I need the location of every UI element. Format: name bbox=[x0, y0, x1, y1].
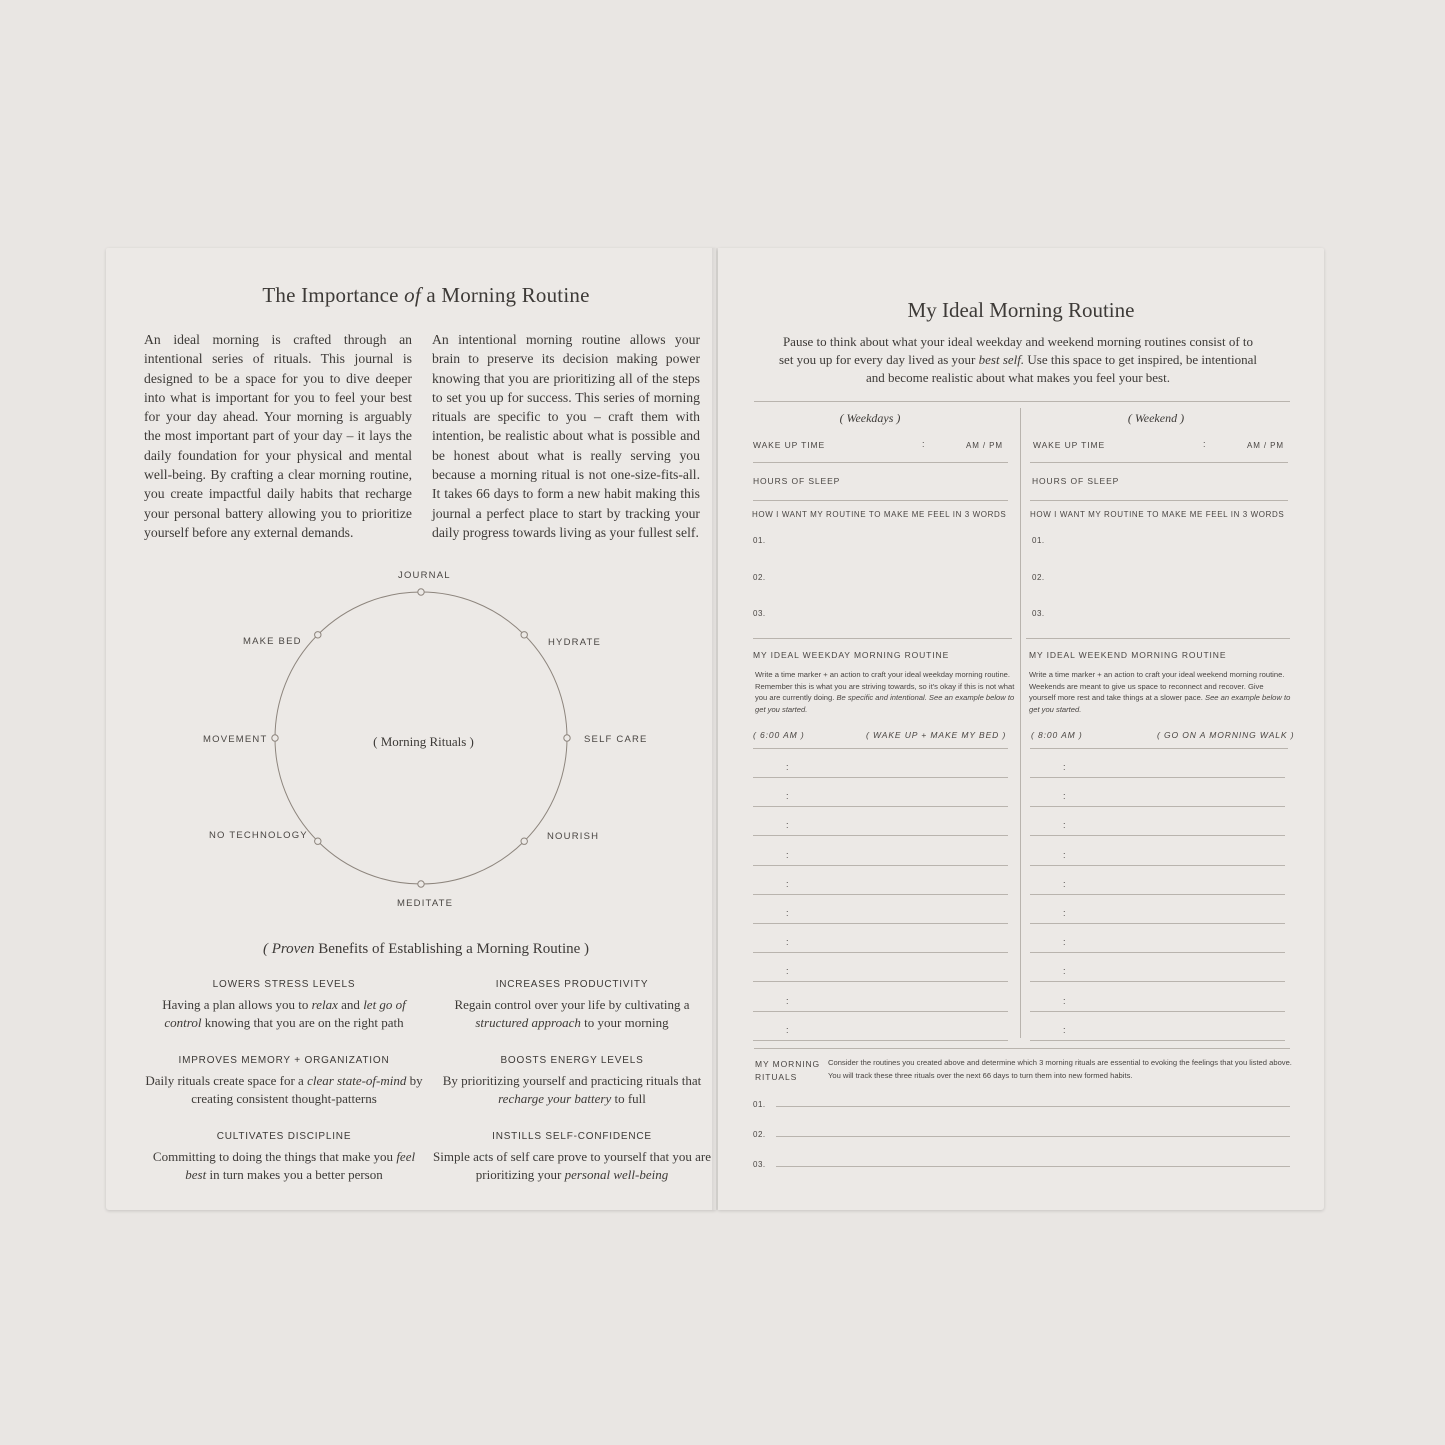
entry-number: 01. bbox=[1032, 536, 1045, 545]
routine-instructions bbox=[755, 669, 1017, 715]
benefit-text-part: to full bbox=[611, 1091, 646, 1106]
routine-label: MY IDEAL WEEKEND MORNING ROUTINE bbox=[1029, 650, 1227, 660]
left-page bbox=[106, 248, 716, 1210]
wake-up-label: WAKE UP TIME bbox=[1033, 440, 1106, 450]
routine-time-colon: : bbox=[1063, 966, 1066, 977]
wheel-node bbox=[564, 735, 570, 741]
benefit-text bbox=[432, 1148, 712, 1184]
column-divider bbox=[1020, 408, 1021, 1038]
routine-entry-line[interactable] bbox=[753, 923, 1008, 924]
routine-time-colon: : bbox=[786, 1024, 789, 1035]
routine-entry-line[interactable] bbox=[1030, 835, 1285, 836]
weekend-heading: ( Weekend ) bbox=[1127, 411, 1185, 425]
routine-entry-line[interactable] bbox=[1030, 923, 1285, 924]
routine-time-colon: : bbox=[1063, 995, 1066, 1006]
benefit-text-part: and bbox=[337, 997, 364, 1012]
routine-time-colon: : bbox=[786, 966, 789, 977]
wheel-node bbox=[521, 632, 527, 638]
example-time: ( 6:00 AM ) bbox=[753, 730, 805, 740]
benefits-paren: ( bbox=[262, 941, 272, 957]
benefit-item bbox=[144, 1131, 424, 1184]
routine-time-colon: : bbox=[786, 762, 789, 772]
entry-number: 01. bbox=[753, 536, 766, 545]
benefit-text-italic: personal well-being bbox=[564, 1167, 669, 1182]
instructions-italic: See an example below to get you started. bbox=[1029, 693, 1291, 714]
intro-column-1: An ideal morning is crafted through an intentional series of rituals. This journal is designed to be a space for you to dive deeper into what is important for you to feel your best for your day ahead. Your morning is arguably the most important part of your day – it lays the daily foundation for your physical and mental well-being. By crafting a clear morning routine, you create impactful daily habits that recharge your personal battery allowing you to prioritize yourself before any external demands. bbox=[144, 332, 412, 540]
routine-label: MY IDEAL WEEKDAY MORNING ROUTINE bbox=[753, 650, 950, 660]
benefit-text-italic: feel best bbox=[185, 1149, 416, 1182]
divider bbox=[754, 1048, 1290, 1049]
benefit-text-part: knowing that you are on the right path bbox=[201, 1015, 404, 1030]
routine-time-colon: : bbox=[1063, 878, 1066, 889]
field-rule bbox=[753, 638, 1012, 639]
benefit-text bbox=[144, 1148, 424, 1184]
benefit-text-part: by creating consistent thought-patterns bbox=[191, 1073, 423, 1106]
routine-time-colon: : bbox=[1063, 937, 1066, 948]
benefit-text-part: By prioritizing yourself and practicing rituals that bbox=[442, 1073, 702, 1088]
routine-entry-line[interactable] bbox=[1030, 981, 1285, 982]
intro-part: Use this space to get inspired, be intentional and become realistic about what makes you feel your best. bbox=[866, 352, 1257, 385]
benefit-text-italic: let go of control bbox=[164, 997, 406, 1030]
routine-time-colon: : bbox=[786, 908, 789, 918]
field-rule bbox=[1026, 638, 1290, 639]
routine-entry-line[interactable] bbox=[1030, 1011, 1285, 1012]
benefit-text-part: Committing to doing the things that make you bbox=[152, 1149, 397, 1164]
title-part: a Morning Routine bbox=[420, 283, 590, 307]
wheel-node bbox=[272, 735, 278, 741]
routine-time-colon: : bbox=[786, 878, 789, 889]
title-italic: of bbox=[404, 283, 421, 307]
benefit-text-part: to your morning bbox=[580, 1015, 669, 1030]
benefit-text-italic: structured approach bbox=[475, 1015, 581, 1030]
routine-time-colon: : bbox=[786, 791, 789, 802]
instructions-part: Write a time marker + an action to craft your ideal weekday morning routine. Remember this is what you are striving towards, so it's okay if this is not what you are currently doing. bbox=[755, 670, 1015, 702]
hours-of-sleep-label: HOURS OF SLEEP bbox=[1032, 476, 1120, 486]
routine-entry-line[interactable] bbox=[753, 981, 1008, 982]
routine-entry-line[interactable] bbox=[753, 806, 1008, 807]
benefit-text bbox=[144, 1072, 424, 1108]
field-rule bbox=[753, 748, 1008, 749]
wheel-center-label: ( Morning Rituals ) bbox=[373, 734, 474, 749]
ritual-number: 01. bbox=[753, 1100, 766, 1109]
routine-time-colon: : bbox=[1063, 908, 1066, 918]
intro-italic: best self. bbox=[978, 352, 1025, 367]
example-action: ( GO ON A MORNING WALK ) bbox=[1157, 730, 1295, 740]
routine-time-colon: : bbox=[1063, 1024, 1066, 1035]
field-rule bbox=[1030, 748, 1288, 749]
wheel-label-meditate: MEDITATE bbox=[397, 898, 454, 909]
wheel-node bbox=[418, 881, 424, 887]
benefit-heading: INCREASES PRODUCTIVITY bbox=[495, 979, 649, 990]
routine-time-colon: : bbox=[786, 995, 789, 1006]
routine-entry-line[interactable] bbox=[753, 952, 1008, 953]
feel-label: HOW I WANT MY ROUTINE TO MAKE ME FEEL IN 3 WORDS bbox=[752, 510, 1007, 519]
my-morning-rituals-label bbox=[755, 1058, 820, 1083]
benefit-item bbox=[144, 979, 424, 1032]
routine-time-colon: : bbox=[1063, 820, 1066, 831]
right-page bbox=[718, 248, 1324, 1210]
wheel-label-self-care: SELF CARE bbox=[584, 734, 648, 745]
routine-entry-line[interactable] bbox=[753, 777, 1008, 778]
benefit-text-italic: clear state-of-mind bbox=[307, 1073, 407, 1088]
ritual-number: 02. bbox=[753, 1130, 766, 1139]
routine-time-colon: : bbox=[786, 820, 789, 831]
ritual-line bbox=[776, 1136, 1290, 1137]
routine-time-colon: : bbox=[786, 849, 789, 860]
field-rule bbox=[1030, 500, 1288, 501]
routine-entry-line[interactable] bbox=[1030, 865, 1285, 866]
hours-of-sleep-label: HOURS OF SLEEP bbox=[753, 476, 841, 486]
routine-time-colon: : bbox=[1063, 849, 1066, 860]
wheel-node bbox=[418, 589, 424, 595]
routine-entry-line[interactable] bbox=[1030, 777, 1285, 778]
benefit-text-part: in turn makes you a better person bbox=[206, 1167, 383, 1182]
entry-number: 03. bbox=[1032, 609, 1045, 618]
am-pm-label: AM / PM bbox=[966, 441, 1003, 450]
entry-number: 02. bbox=[1032, 573, 1045, 582]
time-colon: : bbox=[1203, 439, 1206, 449]
benefits-rest: Benefits of Establishing a Morning Routine ) bbox=[314, 941, 590, 957]
intro-part: Pause to think about what your ideal weekday and weekend morning routines consist of to set you up for every day lived as your bbox=[778, 334, 1254, 367]
intro-column-2: An intentional morning routine allows your brain to preserve its decision making power knowing that you are prioritizing all of the steps to set you up for success. This series of morning rituals are specific to you – craft them with intention, be realistic about what is possible and be honest about what is really serving you because a morning ritual is not one-size-fits-all. It takes 66 days to form a new habit making this journal a perfect place to start by tracking your daily progress towards living as your fullest self. bbox=[432, 332, 700, 540]
routine-time-colon: : bbox=[786, 937, 789, 948]
weekdays-heading: ( Weekdays ) bbox=[839, 411, 901, 425]
benefit-item bbox=[432, 979, 712, 1032]
routine-entry-line[interactable] bbox=[753, 1011, 1008, 1012]
entry-number: 03. bbox=[753, 609, 766, 618]
wheel-label-no-technology: NO TECHNOLOGY bbox=[209, 830, 308, 841]
entry-number: 02. bbox=[753, 573, 766, 582]
benefit-text bbox=[144, 996, 424, 1032]
wheel-node bbox=[315, 632, 321, 638]
routine-time-colon: : bbox=[1063, 762, 1066, 772]
benefits-italic: Proven bbox=[271, 941, 315, 957]
benefit-item bbox=[432, 1131, 712, 1184]
benefit-item bbox=[144, 1055, 424, 1108]
routine-entry-line[interactable] bbox=[1030, 952, 1285, 953]
benefit-item bbox=[432, 1055, 712, 1108]
benefit-text-italic: recharge your battery bbox=[498, 1091, 612, 1106]
am-pm-label: AM / PM bbox=[1247, 441, 1284, 450]
routine-time-colon: : bbox=[1063, 791, 1066, 802]
ritual-line bbox=[776, 1106, 1290, 1107]
wheel-label-make-bed: MAKE BED bbox=[243, 636, 302, 647]
page-title bbox=[106, 283, 746, 308]
title-part: The Importance bbox=[262, 283, 405, 307]
benefit-text-part: Regain control over your life by cultivating a bbox=[454, 997, 690, 1012]
benefit-heading: IMPROVES MEMORY + ORGANIZATION bbox=[178, 1055, 390, 1066]
benefit-text-italic: relax bbox=[311, 997, 338, 1012]
benefit-heading: CULTIVATES DISCIPLINE bbox=[216, 1131, 352, 1142]
label-line: MY MORNING bbox=[755, 1059, 821, 1069]
open-journal bbox=[104, 242, 1328, 1214]
divider bbox=[754, 401, 1290, 402]
routine-entry-line[interactable] bbox=[1030, 806, 1285, 807]
benefit-heading: BOOSTS ENERGY LEVELS bbox=[500, 1055, 644, 1066]
field-rule bbox=[753, 500, 1008, 501]
benefit-heading: LOWERS STRESS LEVELS bbox=[212, 979, 356, 990]
ritual-line bbox=[776, 1166, 1290, 1167]
instructions-part: Write a time marker + an action to craft your ideal weekend morning routine. Weekends are meant to give us space to reconnect and recover. Give yourself more rest and take things at a slower pace. bbox=[1029, 670, 1285, 702]
wheel-node bbox=[315, 838, 321, 844]
benefit-text bbox=[432, 996, 712, 1032]
time-colon: : bbox=[922, 439, 925, 449]
benefit-heading: INSTILLS SELF-CONFIDENCE bbox=[492, 1131, 652, 1142]
wake-up-label: WAKE UP TIME bbox=[753, 440, 826, 450]
wheel-label-journal: JOURNAL bbox=[398, 570, 451, 581]
example-time: ( 8:00 AM ) bbox=[1031, 730, 1083, 740]
ritual-number: 03. bbox=[753, 1160, 766, 1169]
field-rule bbox=[1030, 462, 1288, 463]
routine-entry-line[interactable] bbox=[1030, 1040, 1285, 1041]
routine-entry-line[interactable] bbox=[753, 894, 1008, 895]
routine-entry-line[interactable] bbox=[753, 835, 1008, 836]
rituals-instructions: Consider the routines you created above and determine which 3 morning rituals are essential to evoking the feelings that you listed above. You will track these three rituals over the next 66 days to turn them into new formed habits. bbox=[828, 1058, 1292, 1080]
intro-text bbox=[778, 333, 1258, 387]
routine-entry-line[interactable] bbox=[753, 1040, 1008, 1041]
routine-entry-line[interactable] bbox=[753, 865, 1008, 866]
benefits-title bbox=[106, 941, 746, 958]
instructions-italic: Be specific and intentional. See an example below to get you started. bbox=[755, 693, 1015, 714]
label-line: RITUALS bbox=[755, 1071, 798, 1082]
page-title: My Ideal Morning Routine bbox=[907, 298, 1135, 322]
benefit-text-part: Simple acts of self care prove to yourself that you are prioritizing your bbox=[433, 1149, 711, 1182]
field-rule bbox=[753, 462, 1008, 463]
wheel-label-hydrate: HYDRATE bbox=[548, 637, 602, 648]
feel-label: HOW I WANT MY ROUTINE TO MAKE ME FEEL IN 3 WORDS bbox=[1030, 510, 1285, 519]
benefit-text bbox=[432, 1072, 712, 1108]
wheel-node bbox=[521, 838, 527, 844]
routine-instructions bbox=[1029, 669, 1291, 715]
benefit-text-part: Having a plan allows you to bbox=[162, 997, 312, 1012]
example-action: ( WAKE UP + MAKE MY BED ) bbox=[866, 730, 1007, 740]
routine-entry-line[interactable] bbox=[1030, 894, 1285, 895]
wheel-label-movement: MOVEMENT bbox=[203, 734, 268, 745]
benefit-text-part: Daily rituals create space for a bbox=[145, 1073, 308, 1088]
wheel-label-nourish: NOURISH bbox=[547, 831, 600, 842]
